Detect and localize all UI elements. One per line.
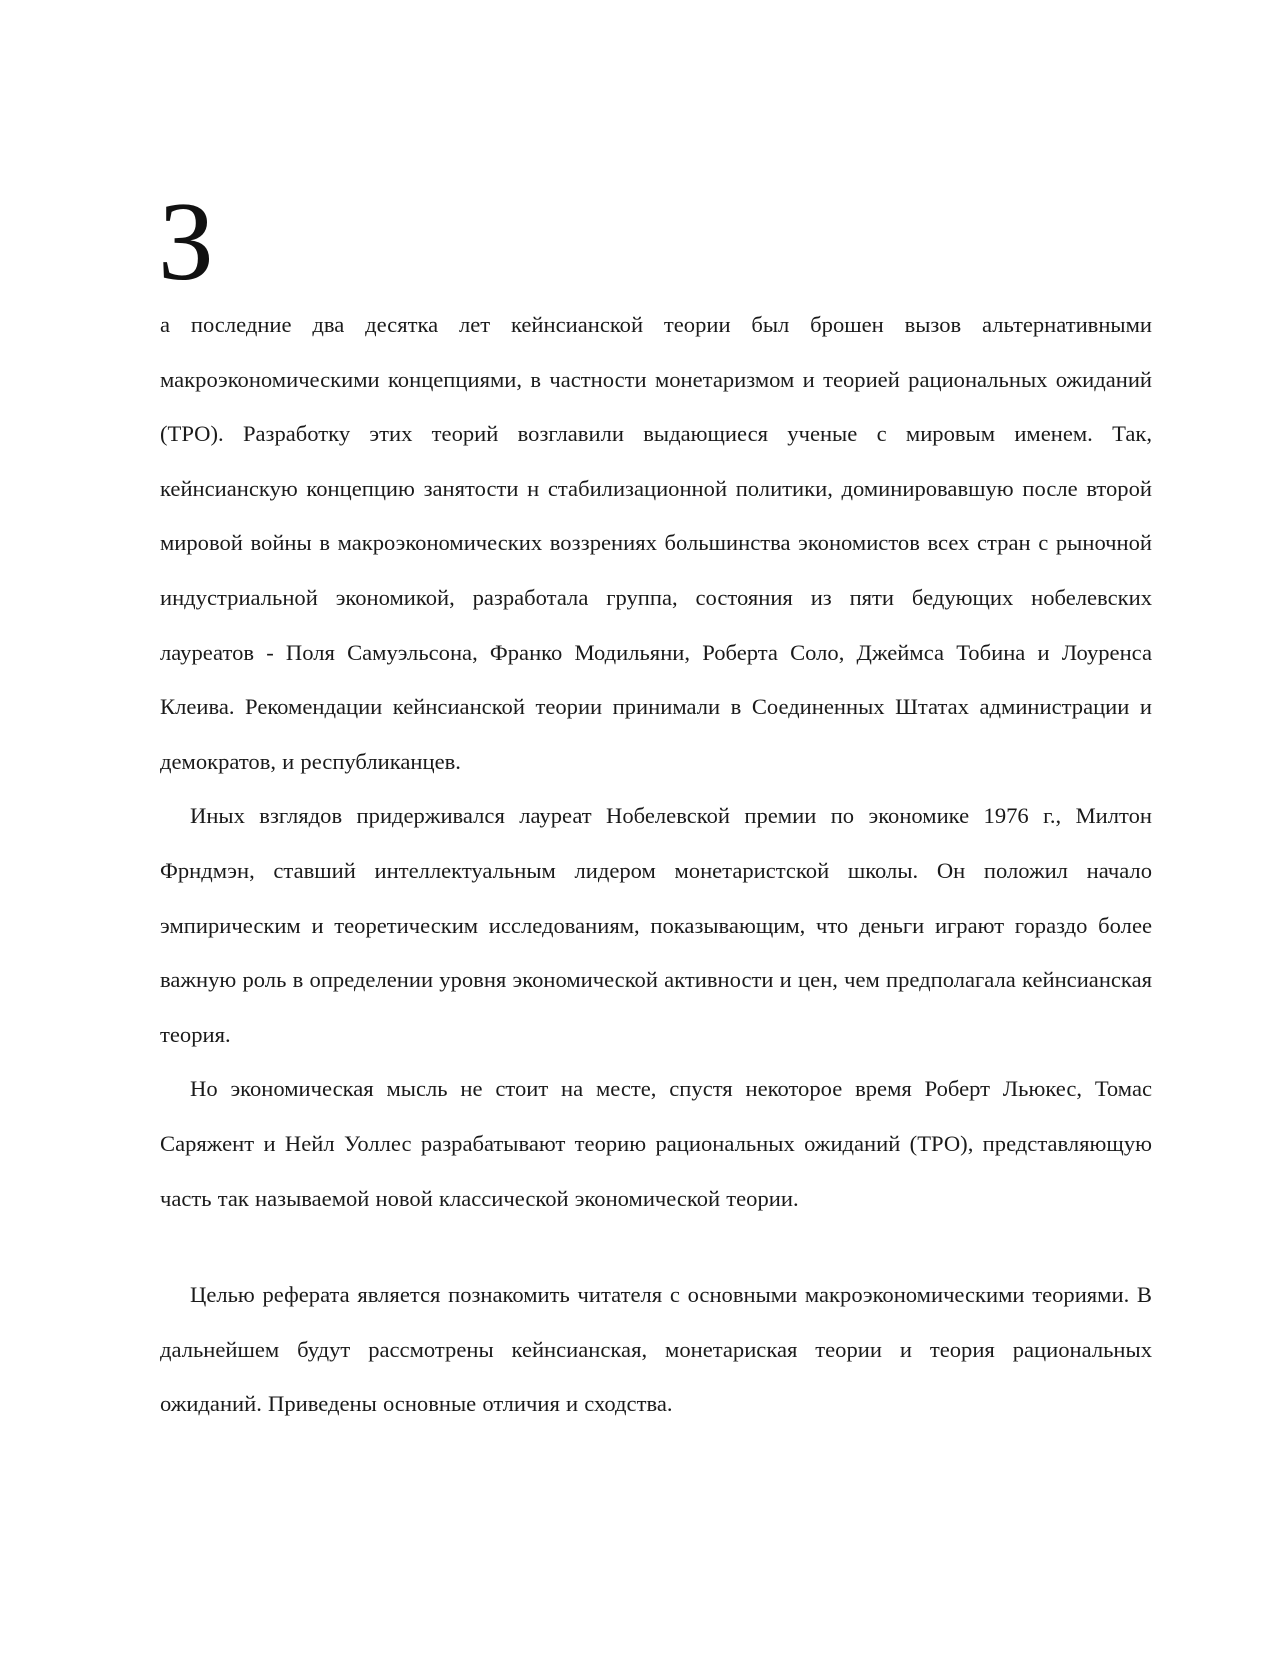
paragraph-rational-expectations: Но экономическая мысль не стоит на месте, спустя некоторое время Роберт Льюкес, Томас Саряжент и Нейл Уоллес разрабатывают теорию рациональных ожиданий (ТРО), представляющую часть так называемой новой классической экономической теории. (160, 1076, 1152, 1211)
paragraph-friedman: Иных взглядов придерживался лауреат Нобелевской премии по экономике 1976 г., Милтон Фрндмэн, ставший интеллектуальным лидером монетаристской школы. Он положил начало эмпирическим и теоретическим исследованиям, показывающим, что деньги играют гораздо более важную роль в определении уровня экономической активности и цен, чем предполагала кейнсианская теория. (160, 803, 1152, 1047)
paragraph-gap (160, 1226, 1152, 1268)
paragraph-intro: а последние два десятка лет кейнсианской теории был брошен вызов альтернативными макроэкономическими концепциями, в частности монетаризмом и теорией рациональных ожиданий (ТРО). Разработку этих теорий возглавили выдающиеся ученые с мировым именем. Так, кейнсианскую концепцию занятости н стабилизационной политики, доминировавшую после второй мировой войны в макроэкономических воззрениях большинства экономистов всех стран с рыночной индустриальной экономикой, разработала группа, состояния из пяти бедующих нобелевских лауреатов - Поля Самуэльсона, Франко Модильяни, Роберта Соло, Джеймса Тобина и Лоуренса Клеива. Рекомендации кейнсианской теории принимали в Соединенных Штатах администрации и демократов, и республиканцев. (160, 312, 1152, 774)
document-body (160, 298, 1152, 1432)
paragraph-goal: Целью реферата является познакомить читателя с основными макроэкономическими теориями. В дальнейшем будут рассмотрены кейнсианская, монетариская теории и теория рациональных ожиданий. Приведены основные отличия и сходства. (160, 1282, 1152, 1417)
drop-cap-letter: З (158, 180, 215, 304)
